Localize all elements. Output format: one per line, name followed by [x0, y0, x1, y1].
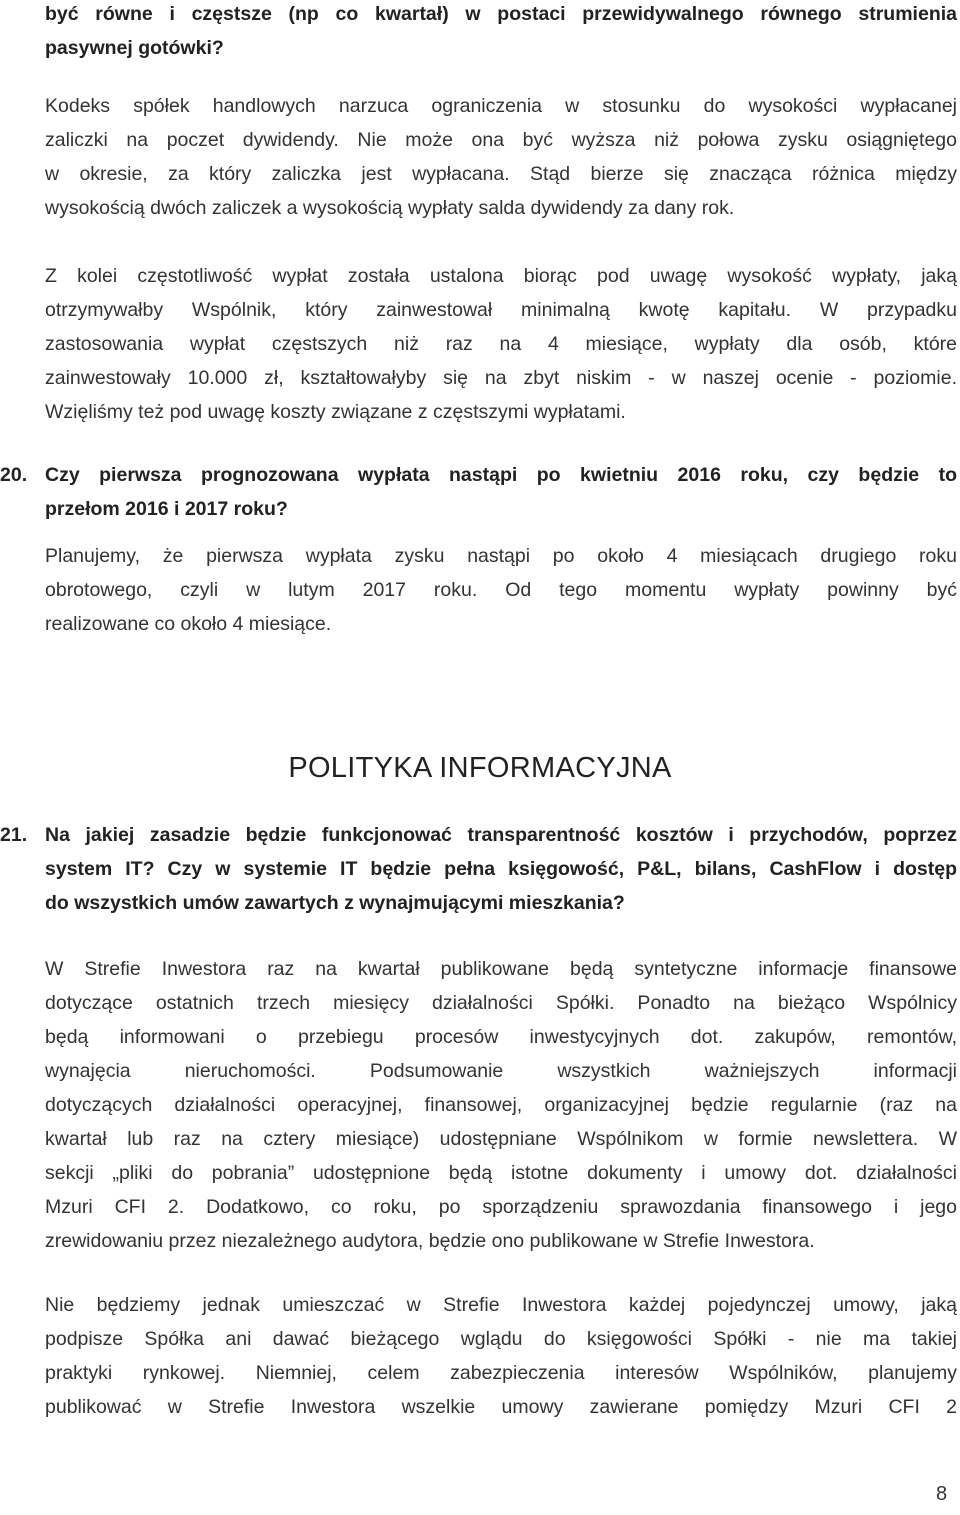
text-line: realizowane co około 4 miesiące.: [45, 613, 332, 635]
paragraph-frequency: [45, 259, 957, 429]
text-line: wynajęcia nieruchomości. Podsumowanie wszystkich ważniejszych informacji: [45, 1060, 957, 1082]
text-line: zainwestowały 10.000 zł, kształtowałyby się na zbyt niskim - w naszej ocenie - poziomie.: [45, 367, 957, 389]
question-21-number: 21.: [0, 824, 28, 846]
text-line: zastosowania wypłat częstszych niż raz na 4 miesiące, wypłaty dla osób, które: [45, 333, 957, 355]
text-line: pasywnej gotówki?: [45, 37, 224, 59]
section-title: POLITYKA INFORMACYJNA: [288, 752, 672, 784]
text-line: w okresie, za który zaliczka jest wypłacana. Stąd bierze się znacząca różnica między: [45, 163, 957, 185]
text-line: sekcji „pliki do pobrania” udostępnione będą istotne dokumenty i umowy dot. działalności: [45, 1162, 957, 1184]
text-line: system IT? Czy w systemie IT będzie pełna księgowość, P&L, bilans, CashFlow i dostęp: [45, 858, 957, 880]
text-line: obrotowego, czyli w lutym 2017 roku. Od tego momentu wypłaty powinny być: [45, 579, 957, 601]
page-number: 8: [936, 1483, 948, 1505]
text-line: zaliczki na poczet dywidendy. Nie może ona być wyższa niż połowa zysku osiągniętego: [45, 129, 957, 151]
text-line: Planujemy, że pierwsza wypłata zysku nastąpi po około 4 miesiącach drugiego roku: [45, 545, 957, 567]
answer-21-paragraph-2: [45, 1288, 957, 1424]
text-line: podpisze Spółka ani dawać bieżącego wglądu do księgowości Spółki - nie ma takiej: [45, 1328, 957, 1350]
answer-20: [45, 539, 957, 641]
text-line: Wzięliśmy też pod uwagę koszty związane z częstszymi wypłatami.: [45, 401, 626, 423]
text-line: kwartał lub raz na cztery miesiące) udostępniane Wspólnikom w formie newslettera. W: [45, 1128, 957, 1150]
text-line: wysokością dwóch zaliczek a wysokością wypłaty salda dywidendy za dany rok.: [45, 197, 735, 219]
text-line: Na jakiej zasadzie będzie funkcjonować transparentność kosztów i przychodów, poprzez: [45, 824, 957, 846]
text-line: do wszystkich umów zawartych z wynajmującymi mieszkania?: [45, 892, 625, 914]
text-line: otrzymywałby Wspólnik, który zainwestował minimalną kwotę kapitału. W przypadku: [45, 299, 957, 321]
paragraph-ksh: [45, 89, 957, 225]
question-21: [45, 818, 957, 920]
text-line: być równe i częstsze (np co kwartał) w postaci przewidywalnego równego strumienia: [45, 3, 957, 25]
text-line: dotyczące ostatnich trzech miesięcy działalności Spółki. Ponadto na bieżąco Wspólnicy: [45, 992, 957, 1014]
text-line: Nie będziemy jednak umieszczać w Strefie Inwestora każdej pojedynczej umowy, jaką: [45, 1294, 957, 1316]
text-line: Czy pierwsza prognozowana wypłata nastąpi po kwietniu 2016 roku, czy będzie to: [45, 464, 957, 486]
text-line: przełom 2016 i 2017 roku?: [45, 498, 288, 520]
text-line: W Strefie Inwestora raz na kwartał publikowane będą syntetyczne informacje finansowe: [45, 958, 957, 980]
text-line: będą informowani o przebiegu procesów inwestycyjnych dot. zakupów, remontów,: [45, 1026, 957, 1048]
text-line: publikować w Strefie Inwestora wszelkie umowy zawierane pomiędzy Mzuri CFI 2: [45, 1396, 957, 1418]
text-line: Z kolei częstotliwość wypłat została ustalona biorąc pod uwagę wysokość wypłaty, jaką: [45, 265, 957, 287]
text-line: Kodeks spółek handlowych narzuca ograniczenia w stosunku do wysokości wypłacanej: [45, 95, 957, 117]
answer-21-paragraph-1: [45, 952, 957, 1258]
text-line: dotyczących działalności operacyjnej, finansowej, organizacyjnej będzie regularnie (raz na: [45, 1094, 957, 1116]
question-19-continuation: [45, 0, 957, 65]
text-line: praktyki rynkowej. Niemniej, celem zabezpieczenia interesów Wspólników, planujemy: [45, 1362, 957, 1384]
text-line: zrewidowaniu przez niezależnego audytora, będzie ono publikowane w Strefie Inwestora.: [45, 1230, 815, 1252]
question-20-number: 20.: [0, 464, 28, 486]
text-line: Mzuri CFI 2. Dodatkowo, co roku, po sporządzeniu sprawozdania finansowego i jego: [45, 1196, 957, 1218]
question-20: [45, 458, 957, 526]
